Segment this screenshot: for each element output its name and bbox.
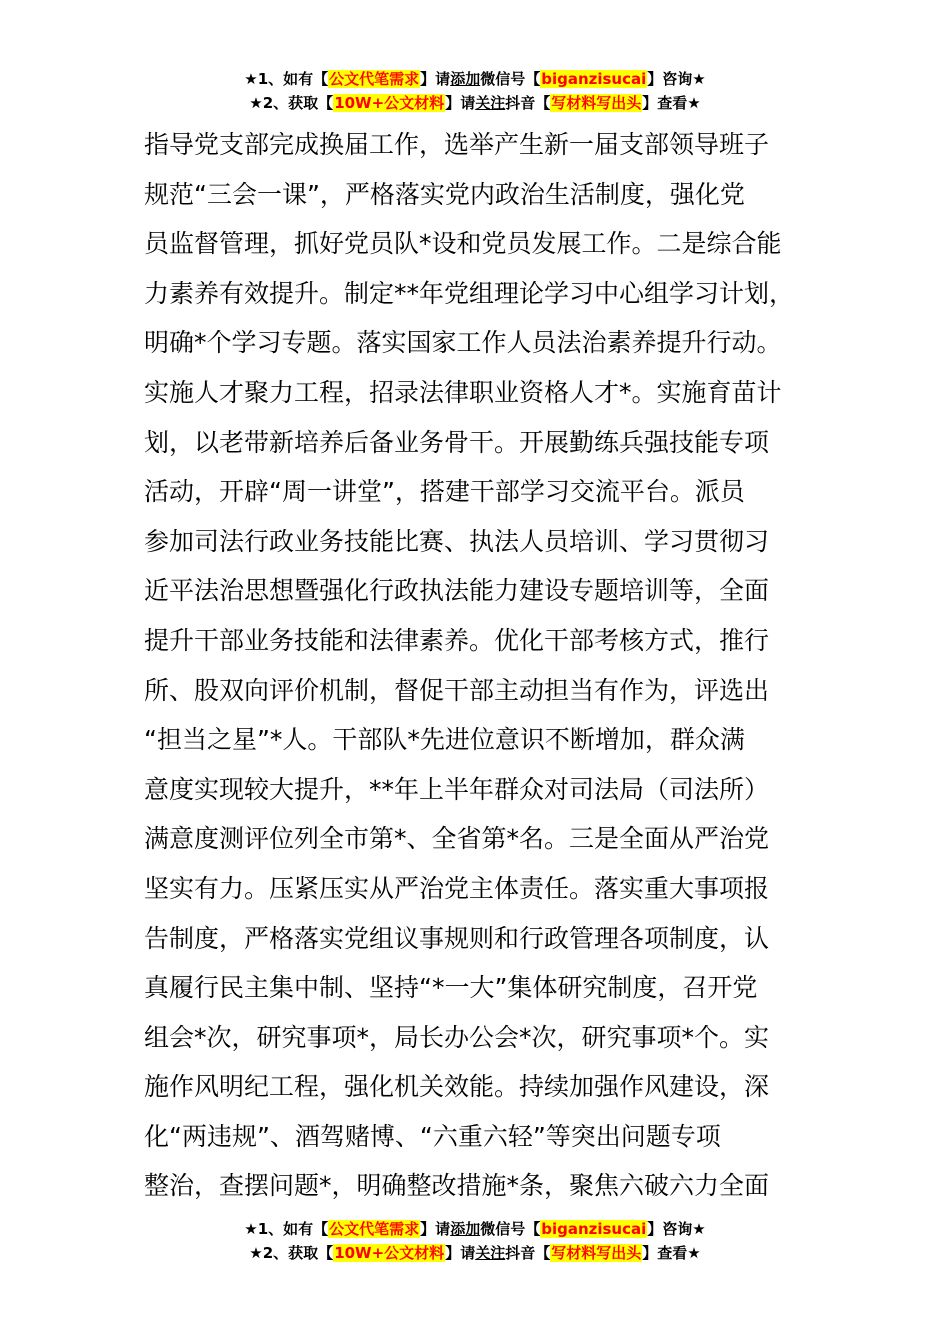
banner-text: 】请 (420, 70, 451, 88)
banner-wechat-id: biganzisucai (541, 1220, 647, 1238)
body-line: 员监督管理，抓好党员队*设和党员发展工作。二是综合能 (144, 229, 782, 259)
banner-text: 】咨询★ (647, 1220, 706, 1238)
banner-text: ★1、如有【 (244, 1220, 329, 1238)
body-line: 明确*个学习专题。落实国家工作人员法治素养提升行动。 (144, 328, 782, 358)
banner-highlight: 公文代笔需求 (329, 1220, 420, 1238)
banner-text: 】咨询★ (647, 70, 706, 88)
banner-line-1 (0, 1218, 950, 1242)
document-body (144, 120, 834, 1211)
body-line: 提升干部业务技能和法律素养。优化干部考核方式，推行 (144, 625, 770, 655)
banner-highlight: 公文代笔需求 (329, 70, 420, 88)
banner-text: ★2、获取【 (249, 94, 334, 112)
body-line: 活动，开辟“周一讲堂”，搭建干部学习交流平台。派员 (144, 477, 745, 507)
body-line: 化“两违规”、酒驾赌博、“六重六轻”等突出问题专项 (144, 1121, 721, 1151)
banner-text: 抖音【 (505, 1244, 551, 1262)
banner-highlight: 10W+公文材料 (334, 1244, 445, 1262)
banner-text: ★1、如有【 (244, 70, 329, 88)
banner-emphasis: 关注 (475, 94, 506, 112)
body-line: 所、股双向评价机制，督促干部主动担当有作为，评选出 (144, 675, 770, 705)
body-line: 整治，查摆问题*，明确整改措施*条，聚焦六破六力全面 (144, 1171, 770, 1201)
body-line: 规范“三会一课”，严格落实党内政治生活制度，强化党 (144, 179, 745, 209)
banner-text: 】请 (420, 1220, 451, 1238)
header-banner (0, 68, 950, 116)
banner-line-2 (0, 1242, 950, 1266)
banner-line-2 (0, 92, 950, 116)
body-line: 告制度，严格落实党组议事规则和行政管理各项制度，认 (144, 923, 770, 953)
banner-douyin-id: 写材料写出头 (551, 1244, 642, 1262)
body-line: 坚实有力。压紧压实从严治党主体责任。落实重大事项报 (144, 873, 770, 903)
banner-wechat-id: biganzisucai (541, 70, 647, 88)
body-line: 指导党支部完成换届工作，选举产生新一届支部领导班子 (144, 130, 770, 159)
banner-text: 】查看★ (642, 94, 701, 112)
body-line: 组会*次，研究事项*，局长办公会*次，研究事项*个。实 (144, 1022, 770, 1052)
banner-text: 微信号【 (480, 70, 541, 88)
body-line: 实施人才聚力工程，招录法律职业资格人才*。实施育苗计 (144, 377, 782, 407)
banner-text: ★2、获取【 (249, 1244, 334, 1262)
banner-text: 】查看★ (642, 1244, 701, 1262)
banner-emphasis: 关注 (475, 1244, 506, 1262)
banner-text: 】请 (445, 1244, 476, 1262)
body-line: 真履行民主集中制、坚持“*一大”集体研究制度，召开党 (144, 973, 758, 1003)
body-line: 满意度测评位列全市第*、全省第*名。三是全面从严治党 (144, 824, 770, 854)
body-line: 意度实现较大提升，**年上半年群众对司法局（司法所） (144, 774, 770, 804)
body-line: 近平法治思想暨强化行政执法能力建设专题培训等，全面 (144, 576, 770, 606)
body-line: 参加司法行政业务技能比赛、执法人员培训、学习贯彻习 (144, 526, 770, 556)
banner-emphasis: 添加 (450, 70, 481, 88)
banner-emphasis: 添加 (450, 1220, 481, 1238)
banner-text: 微信号【 (480, 1220, 541, 1238)
body-line: 施作风明纪工程，强化机关效能。持续加强作风建设，深 (144, 1072, 770, 1102)
body-line: 划，以老带新培养后备业务骨干。开展勤练兵强技能专项 (144, 427, 770, 457)
banner-text: 抖音【 (505, 94, 551, 112)
banner-text: 】请 (445, 94, 476, 112)
body-line: 力素养有效提升。制定**年党组理论学习中心组学习计划， (144, 278, 795, 308)
footer-banner (0, 1218, 950, 1266)
banner-line-1 (0, 68, 950, 92)
body-line: “担当之星”*人。干部队*先进位意识不断增加，群众满 (144, 725, 745, 755)
banner-highlight: 10W+公文材料 (334, 94, 445, 112)
banner-douyin-id: 写材料写出头 (551, 94, 642, 112)
